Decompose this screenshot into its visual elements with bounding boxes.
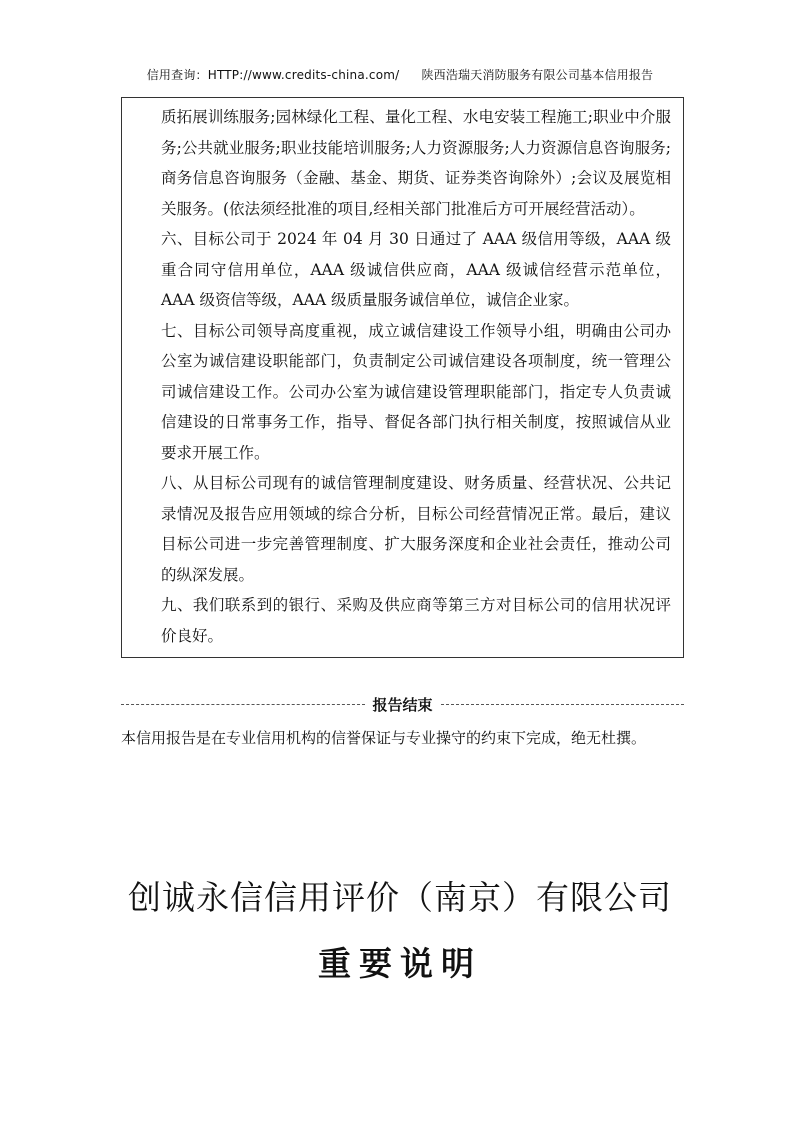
content-box [121, 97, 684, 658]
page-header [0, 66, 800, 83]
divider-dash-left [121, 704, 365, 705]
report-end-divider [121, 694, 684, 715]
paragraph-six: 六、目标公司于 2024 年 04 月 30 日通过了 AAA 级信用等级，AAA 级重合同守信用单位，AAA 级诚信供应商，AAA 级诚信经营示范单位，AAA 级资信等级，AAA 级质量服务诚信单位，诚信企业家。 [161, 230, 671, 309]
report-title: 陕西浩瑞天消防服务有限公司基本信用报告 [421, 68, 654, 82]
paragraph-eight: 八、从目标公司现有的诚信管理制度建设、财务质量、经营状况、公共记录情况及报告应用领域的综合分析，目标公司经营情况正常。最后，建议目标公司进一步完善管理制度、扩大服务深度和企业社会责任，推动公司的纵深发展。 [161, 474, 671, 584]
query-url: 信用查询：HTTP://www.credits-china.com/ [146, 68, 400, 82]
paragraph-nine: 九、我们联系到的银行、采购及供应商等第三方对目标公司的信用状况评价良好。 [161, 596, 671, 645]
report-end-label: 报告结束 [372, 696, 433, 714]
disclaimer-text: 本信用报告是在专业信用机构的信誉保证与专业操守的约束下完成，绝无杜撰。 [121, 729, 647, 747]
paragraph-seven: 七、目标公司领导高度重视，成立诚信建设工作领导小组，明确由公司办公室为诚信建设职能部门，负责制定公司诚信建设各项制度，统一管理公司诚信建设工作。公司办公室为诚信建设管理职能部门，指定专人负责诚信建设的日常事务工作，指导、督促各部门执行相关制度，按照诚信从业要求开展工作。 [161, 321, 671, 462]
divider-dash-right [441, 704, 685, 705]
company-name: 创诚永信信用评价（南京）有限公司 [128, 878, 672, 917]
paragraph-scope: 质拓展训练服务;园林绿化工程、量化工程、水电安装工程施工;职业中介服务;公共就业服务;职业技能培训服务;人力资源服务;人力资源信息咨询服务;商务信息咨询服务（金融、基金、期货、证券类咨询除外）;会议及展览相关服务。(依法须经批准的项目,经相关部门批准后方可开展经营活动）。 [161, 108, 671, 218]
important-notice-title: 重要说明 [318, 944, 482, 983]
